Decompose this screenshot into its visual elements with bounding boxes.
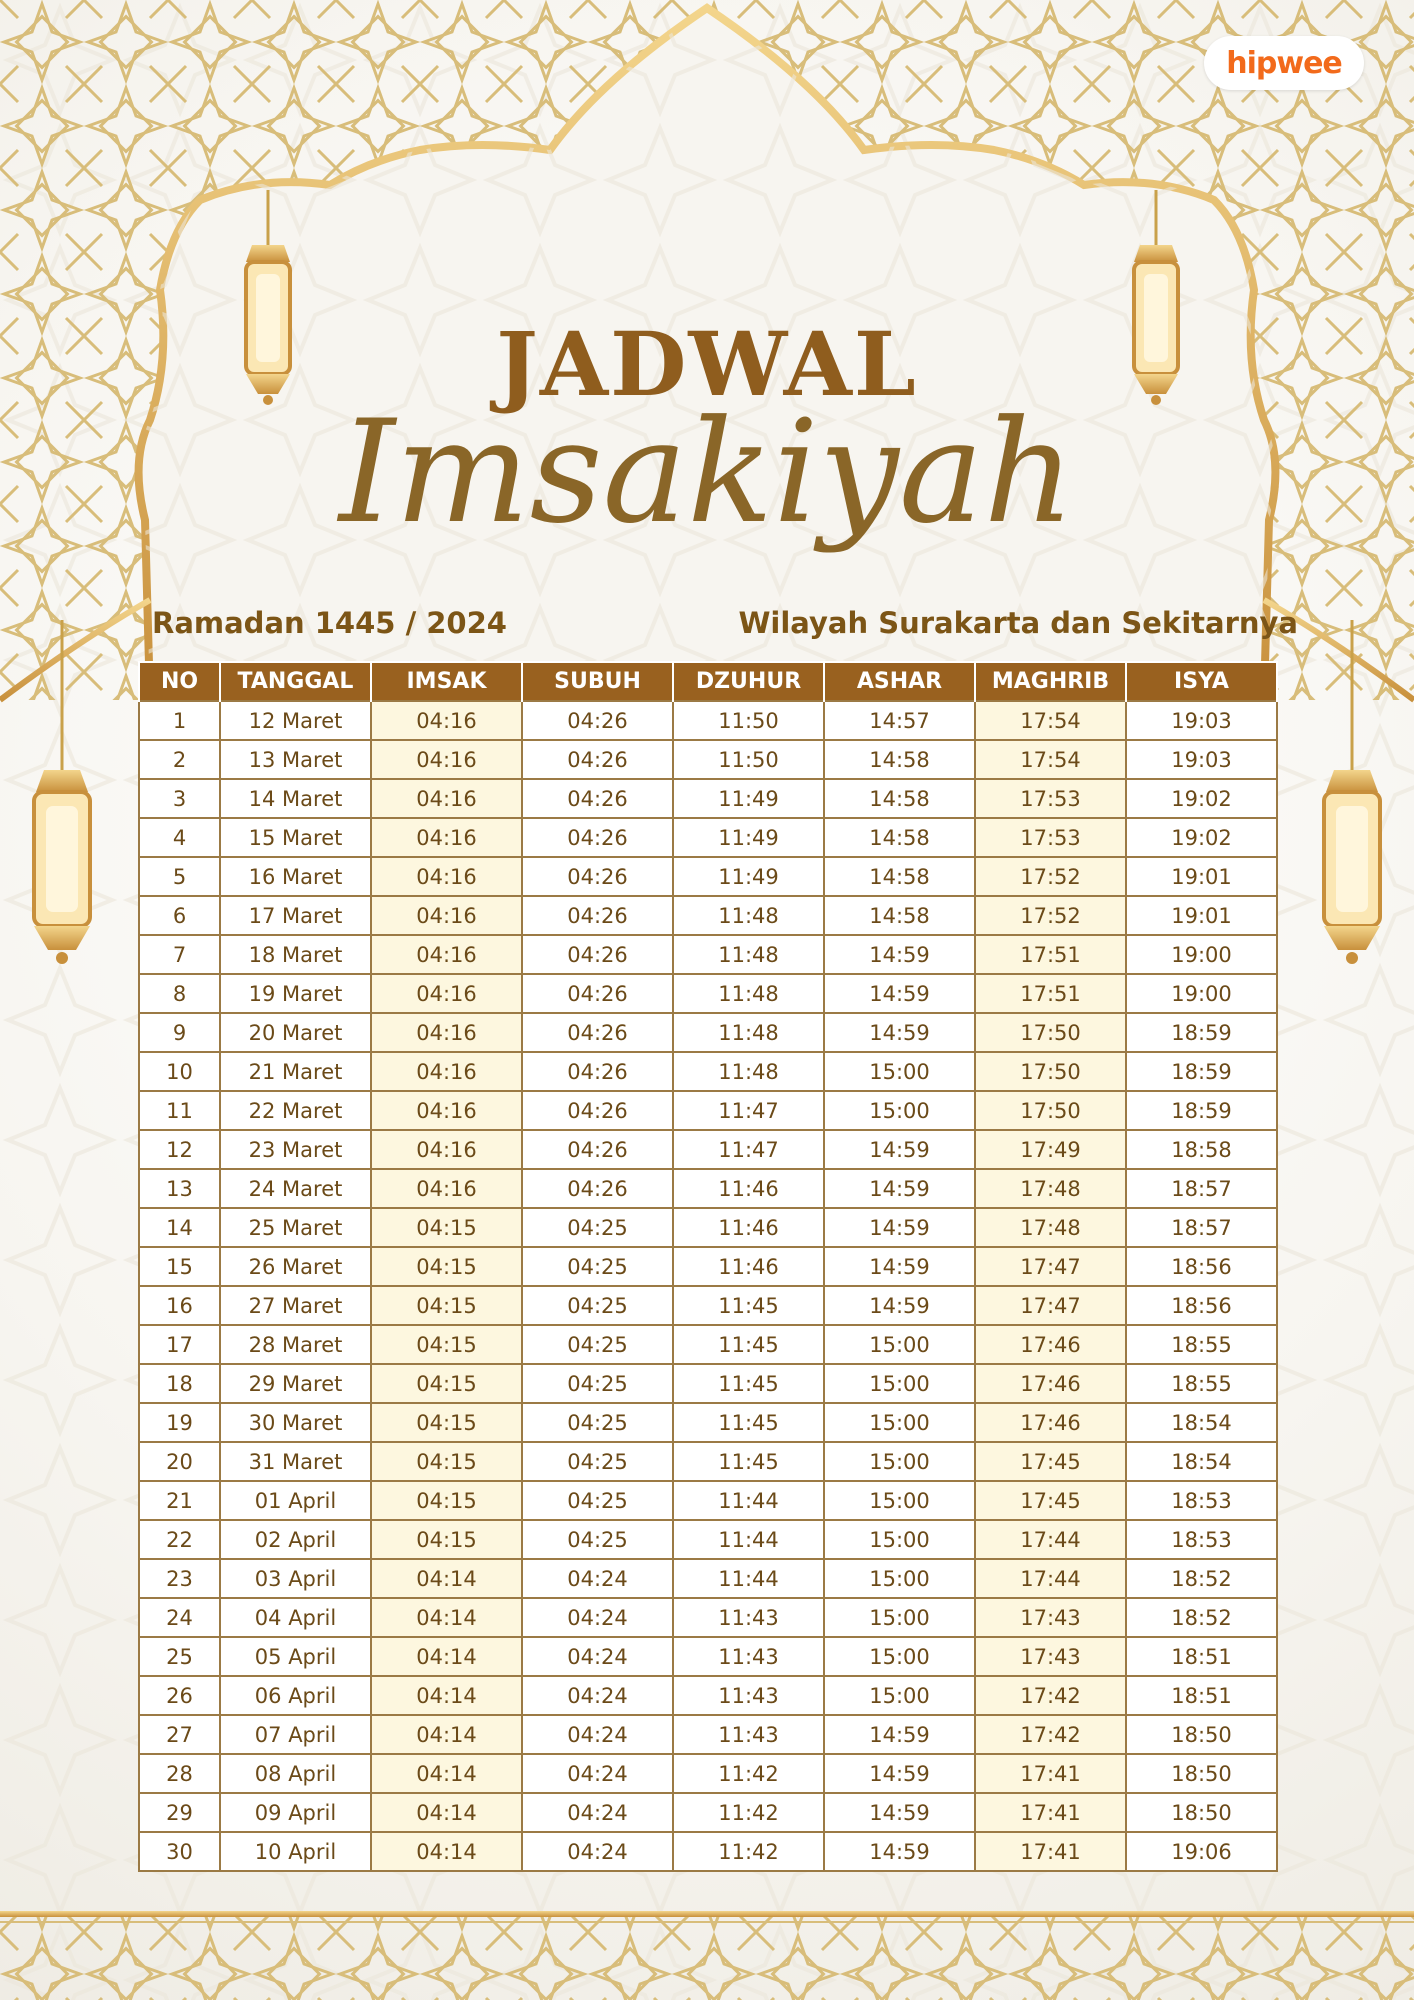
cell-no: 17 xyxy=(139,1325,220,1364)
cell-ashar: 14:57 xyxy=(824,701,975,740)
cell-imsak: 04:15 xyxy=(371,1208,522,1247)
cell-maghrib: 17:51 xyxy=(975,974,1126,1013)
cell-isya: 19:01 xyxy=(1126,896,1277,935)
cell-maghrib: 17:49 xyxy=(975,1130,1126,1169)
cell-ashar: 14:59 xyxy=(824,935,975,974)
cell-dzuhur: 11:46 xyxy=(673,1169,824,1208)
cell-imsak: 04:14 xyxy=(371,1793,522,1832)
cell-dzuhur: 11:43 xyxy=(673,1715,824,1754)
cell-maghrib: 17:42 xyxy=(975,1676,1126,1715)
cell-maghrib: 17:43 xyxy=(975,1598,1126,1637)
cell-no: 1 xyxy=(139,701,220,740)
table-row xyxy=(139,1442,1277,1481)
cell-tanggal: 15 Maret xyxy=(220,818,371,857)
cell-subuh: 04:26 xyxy=(522,896,673,935)
cell-imsak: 04:16 xyxy=(371,857,522,896)
cell-maghrib: 17:45 xyxy=(975,1481,1126,1520)
cell-ashar: 15:00 xyxy=(824,1520,975,1559)
cell-isya: 18:52 xyxy=(1126,1559,1277,1598)
cell-tanggal: 14 Maret xyxy=(220,779,371,818)
cell-subuh: 04:24 xyxy=(522,1637,673,1676)
title-jadwal: JADWAL xyxy=(496,312,918,416)
cell-ashar: 15:00 xyxy=(824,1676,975,1715)
cell-ashar: 14:59 xyxy=(824,1754,975,1793)
title-imsakiyah: Imsakiyah xyxy=(338,390,1076,555)
cell-imsak: 04:14 xyxy=(371,1637,522,1676)
cell-ashar: 15:00 xyxy=(824,1637,975,1676)
cell-dzuhur: 11:42 xyxy=(673,1793,824,1832)
cell-tanggal: 20 Maret xyxy=(220,1013,371,1052)
cell-isya: 18:51 xyxy=(1126,1676,1277,1715)
table-row xyxy=(139,1559,1277,1598)
cell-no: 29 xyxy=(139,1793,220,1832)
cell-subuh: 04:26 xyxy=(522,1013,673,1052)
table-body xyxy=(139,701,1277,1871)
cell-imsak: 04:16 xyxy=(371,818,522,857)
cell-subuh: 04:25 xyxy=(522,1286,673,1325)
cell-isya: 18:56 xyxy=(1126,1247,1277,1286)
cell-dzuhur: 11:46 xyxy=(673,1247,824,1286)
table-row xyxy=(139,1169,1277,1208)
cell-maghrib: 17:46 xyxy=(975,1364,1126,1403)
cell-no: 2 xyxy=(139,740,220,779)
cell-no: 13 xyxy=(139,1169,220,1208)
cell-subuh: 04:24 xyxy=(522,1676,673,1715)
cell-maghrib: 17:46 xyxy=(975,1403,1126,1442)
cell-ashar: 14:59 xyxy=(824,1169,975,1208)
cell-dzuhur: 11:44 xyxy=(673,1559,824,1598)
cell-imsak: 04:14 xyxy=(371,1598,522,1637)
cell-isya: 18:57 xyxy=(1126,1169,1277,1208)
cell-isya: 19:06 xyxy=(1126,1832,1277,1871)
cell-imsak: 04:14 xyxy=(371,1832,522,1871)
cell-dzuhur: 11:46 xyxy=(673,1208,824,1247)
cell-dzuhur: 11:48 xyxy=(673,1013,824,1052)
cell-dzuhur: 11:45 xyxy=(673,1442,824,1481)
table-row xyxy=(139,1130,1277,1169)
cell-maghrib: 17:43 xyxy=(975,1637,1126,1676)
table-row xyxy=(139,1286,1277,1325)
cell-maghrib: 17:50 xyxy=(975,1091,1126,1130)
cell-tanggal: 04 April xyxy=(220,1598,371,1637)
cell-maghrib: 17:48 xyxy=(975,1169,1126,1208)
cell-dzuhur: 11:47 xyxy=(673,1130,824,1169)
cell-dzuhur: 11:43 xyxy=(673,1676,824,1715)
cell-no: 12 xyxy=(139,1130,220,1169)
cell-subuh: 04:26 xyxy=(522,701,673,740)
cell-imsak: 04:16 xyxy=(371,740,522,779)
cell-tanggal: 02 April xyxy=(220,1520,371,1559)
cell-dzuhur: 11:48 xyxy=(673,935,824,974)
cell-dzuhur: 11:43 xyxy=(673,1598,824,1637)
table-row xyxy=(139,1325,1277,1364)
column-header-ashar: ASHAR xyxy=(824,662,975,701)
table-row xyxy=(139,1403,1277,1442)
cell-subuh: 04:25 xyxy=(522,1247,673,1286)
cell-no: 25 xyxy=(139,1637,220,1676)
cell-no: 19 xyxy=(139,1403,220,1442)
cell-imsak: 04:16 xyxy=(371,974,522,1013)
cell-isya: 18:54 xyxy=(1126,1442,1277,1481)
cell-no: 14 xyxy=(139,1208,220,1247)
cell-imsak: 04:16 xyxy=(371,1091,522,1130)
cell-isya: 18:54 xyxy=(1126,1403,1277,1442)
cell-imsak: 04:14 xyxy=(371,1754,522,1793)
cell-dzuhur: 11:45 xyxy=(673,1364,824,1403)
table-row xyxy=(139,1013,1277,1052)
cell-isya: 18:59 xyxy=(1126,1013,1277,1052)
column-header-no: NO xyxy=(139,662,220,701)
cell-maghrib: 17:50 xyxy=(975,1052,1126,1091)
cell-ashar: 14:58 xyxy=(824,857,975,896)
cell-imsak: 04:16 xyxy=(371,1169,522,1208)
column-header-maghrib: MAGHRIB xyxy=(975,662,1126,701)
cell-imsak: 04:16 xyxy=(371,779,522,818)
cell-tanggal: 07 April xyxy=(220,1715,371,1754)
cell-ashar: 14:59 xyxy=(824,1715,975,1754)
cell-no: 22 xyxy=(139,1520,220,1559)
cell-subuh: 04:25 xyxy=(522,1325,673,1364)
table-row xyxy=(139,701,1277,740)
cell-ashar: 14:58 xyxy=(824,779,975,818)
cell-isya: 18:53 xyxy=(1126,1520,1277,1559)
cell-subuh: 04:26 xyxy=(522,974,673,1013)
cell-imsak: 04:14 xyxy=(371,1559,522,1598)
cell-dzuhur: 11:45 xyxy=(673,1403,824,1442)
cell-tanggal: 25 Maret xyxy=(220,1208,371,1247)
cell-subuh: 04:24 xyxy=(522,1715,673,1754)
cell-imsak: 04:14 xyxy=(371,1715,522,1754)
cell-maghrib: 17:47 xyxy=(975,1286,1126,1325)
table-row xyxy=(139,740,1277,779)
cell-subuh: 04:26 xyxy=(522,818,673,857)
table-row xyxy=(139,1091,1277,1130)
cell-subuh: 04:25 xyxy=(522,1442,673,1481)
cell-tanggal: 29 Maret xyxy=(220,1364,371,1403)
table-row xyxy=(139,818,1277,857)
table-row xyxy=(139,857,1277,896)
cell-no: 8 xyxy=(139,974,220,1013)
table-row xyxy=(139,1754,1277,1793)
column-header-subuh: SUBUH xyxy=(522,662,673,701)
cell-isya: 18:51 xyxy=(1126,1637,1277,1676)
cell-ashar: 14:59 xyxy=(824,1832,975,1871)
cell-imsak: 04:16 xyxy=(371,1052,522,1091)
cell-subuh: 04:25 xyxy=(522,1364,673,1403)
cell-tanggal: 19 Maret xyxy=(220,974,371,1013)
table-row xyxy=(139,1793,1277,1832)
cell-maghrib: 17:42 xyxy=(975,1715,1126,1754)
cell-tanggal: 10 April xyxy=(220,1832,371,1871)
cell-no: 7 xyxy=(139,935,220,974)
cell-dzuhur: 11:45 xyxy=(673,1325,824,1364)
cell-imsak: 04:15 xyxy=(371,1520,522,1559)
table-row xyxy=(139,1364,1277,1403)
cell-dzuhur: 11:42 xyxy=(673,1754,824,1793)
cell-imsak: 04:16 xyxy=(371,1130,522,1169)
cell-ashar: 15:00 xyxy=(824,1091,975,1130)
table-row xyxy=(139,1715,1277,1754)
table-row xyxy=(139,1520,1277,1559)
cell-dzuhur: 11:45 xyxy=(673,1286,824,1325)
cell-isya: 19:02 xyxy=(1126,779,1277,818)
cell-maghrib: 17:51 xyxy=(975,935,1126,974)
cell-subuh: 04:26 xyxy=(522,1169,673,1208)
cell-subuh: 04:26 xyxy=(522,1052,673,1091)
region-label: Wilayah Surakarta dan Sekitarnya xyxy=(738,606,1298,640)
cell-no: 30 xyxy=(139,1832,220,1871)
brand-logo-text: hipwee xyxy=(1226,45,1342,81)
table-row xyxy=(139,1676,1277,1715)
cell-dzuhur: 11:47 xyxy=(673,1091,824,1130)
cell-maghrib: 17:41 xyxy=(975,1832,1126,1871)
cell-imsak: 04:15 xyxy=(371,1403,522,1442)
cell-maghrib: 17:52 xyxy=(975,896,1126,935)
cell-isya: 19:01 xyxy=(1126,857,1277,896)
cell-tanggal: 27 Maret xyxy=(220,1286,371,1325)
cell-dzuhur: 11:48 xyxy=(673,974,824,1013)
cell-ashar: 14:59 xyxy=(824,1208,975,1247)
cell-isya: 18:59 xyxy=(1126,1091,1277,1130)
column-header-tanggal: TANGGAL xyxy=(220,662,371,701)
table-row xyxy=(139,896,1277,935)
cell-subuh: 04:25 xyxy=(522,1403,673,1442)
cell-ashar: 14:59 xyxy=(824,1130,975,1169)
cell-maghrib: 17:45 xyxy=(975,1442,1126,1481)
cell-imsak: 04:16 xyxy=(371,935,522,974)
cell-ashar: 15:00 xyxy=(824,1598,975,1637)
cell-imsak: 04:15 xyxy=(371,1442,522,1481)
cell-subuh: 04:26 xyxy=(522,857,673,896)
cell-tanggal: 21 Maret xyxy=(220,1052,371,1091)
table-row xyxy=(139,1832,1277,1871)
cell-imsak: 04:16 xyxy=(371,701,522,740)
cell-dzuhur: 11:48 xyxy=(673,896,824,935)
table-row xyxy=(139,1637,1277,1676)
cell-no: 26 xyxy=(139,1676,220,1715)
cell-ashar: 14:58 xyxy=(824,896,975,935)
cell-subuh: 04:24 xyxy=(522,1559,673,1598)
cell-no: 3 xyxy=(139,779,220,818)
cell-isya: 18:58 xyxy=(1126,1130,1277,1169)
cell-tanggal: 06 April xyxy=(220,1676,371,1715)
table-row xyxy=(139,1052,1277,1091)
cell-tanggal: 26 Maret xyxy=(220,1247,371,1286)
cell-maghrib: 17:53 xyxy=(975,779,1126,818)
cell-isya: 18:50 xyxy=(1126,1715,1277,1754)
cell-isya: 19:03 xyxy=(1126,740,1277,779)
cell-subuh: 04:24 xyxy=(522,1832,673,1871)
table-row xyxy=(139,779,1277,818)
cell-tanggal: 13 Maret xyxy=(220,740,371,779)
cell-tanggal: 18 Maret xyxy=(220,935,371,974)
cell-ashar: 14:58 xyxy=(824,740,975,779)
table-row xyxy=(139,1208,1277,1247)
cell-maghrib: 17:52 xyxy=(975,857,1126,896)
cell-ashar: 14:59 xyxy=(824,1286,975,1325)
cell-no: 20 xyxy=(139,1442,220,1481)
cell-ashar: 15:00 xyxy=(824,1481,975,1520)
cell-maghrib: 17:47 xyxy=(975,1247,1126,1286)
cell-dzuhur: 11:49 xyxy=(673,857,824,896)
cell-tanggal: 09 April xyxy=(220,1793,371,1832)
cell-isya: 19:00 xyxy=(1126,974,1277,1013)
cell-no: 15 xyxy=(139,1247,220,1286)
cell-subuh: 04:26 xyxy=(522,1130,673,1169)
table-row xyxy=(139,935,1277,974)
cell-imsak: 04:15 xyxy=(371,1247,522,1286)
cell-subuh: 04:26 xyxy=(522,935,673,974)
cell-dzuhur: 11:44 xyxy=(673,1520,824,1559)
cell-subuh: 04:26 xyxy=(522,740,673,779)
cell-no: 27 xyxy=(139,1715,220,1754)
cell-dzuhur: 11:44 xyxy=(673,1481,824,1520)
cell-maghrib: 17:41 xyxy=(975,1793,1126,1832)
cell-dzuhur: 11:50 xyxy=(673,740,824,779)
cell-imsak: 04:16 xyxy=(371,1013,522,1052)
cell-isya: 18:56 xyxy=(1126,1286,1277,1325)
cell-no: 16 xyxy=(139,1286,220,1325)
cell-isya: 19:00 xyxy=(1126,935,1277,974)
cell-ashar: 15:00 xyxy=(824,1559,975,1598)
cell-subuh: 04:26 xyxy=(522,779,673,818)
cell-no: 23 xyxy=(139,1559,220,1598)
cell-tanggal: 30 Maret xyxy=(220,1403,371,1442)
table-row xyxy=(139,1247,1277,1286)
cell-no: 21 xyxy=(139,1481,220,1520)
cell-isya: 18:50 xyxy=(1126,1793,1277,1832)
cell-ashar: 14:58 xyxy=(824,818,975,857)
cell-maghrib: 17:41 xyxy=(975,1754,1126,1793)
cell-no: 5 xyxy=(139,857,220,896)
cell-isya: 18:53 xyxy=(1126,1481,1277,1520)
cell-ashar: 14:59 xyxy=(824,1793,975,1832)
cell-imsak: 04:15 xyxy=(371,1286,522,1325)
cell-imsak: 04:15 xyxy=(371,1325,522,1364)
cell-ashar: 14:59 xyxy=(824,1247,975,1286)
cell-ashar: 15:00 xyxy=(824,1052,975,1091)
cell-subuh: 04:24 xyxy=(522,1793,673,1832)
cell-ashar: 15:00 xyxy=(824,1442,975,1481)
cell-imsak: 04:15 xyxy=(371,1481,522,1520)
cell-isya: 18:57 xyxy=(1126,1208,1277,1247)
cell-dzuhur: 11:48 xyxy=(673,1052,824,1091)
cell-no: 6 xyxy=(139,896,220,935)
cell-tanggal: 24 Maret xyxy=(220,1169,371,1208)
cell-tanggal: 12 Maret xyxy=(220,701,371,740)
schedule-table xyxy=(138,661,1278,1872)
cell-maghrib: 17:54 xyxy=(975,740,1126,779)
brand-logo[interactable] xyxy=(1204,36,1364,90)
cell-ashar: 15:00 xyxy=(824,1364,975,1403)
cell-isya: 18:52 xyxy=(1126,1598,1277,1637)
cell-isya: 18:59 xyxy=(1126,1052,1277,1091)
cell-dzuhur: 11:49 xyxy=(673,818,824,857)
cell-dzuhur: 11:42 xyxy=(673,1832,824,1871)
cell-no: 11 xyxy=(139,1091,220,1130)
cell-maghrib: 17:48 xyxy=(975,1208,1126,1247)
cell-maghrib: 17:44 xyxy=(975,1520,1126,1559)
table-row xyxy=(139,1598,1277,1637)
cell-tanggal: 28 Maret xyxy=(220,1325,371,1364)
cell-subuh: 04:25 xyxy=(522,1481,673,1520)
cell-maghrib: 17:46 xyxy=(975,1325,1126,1364)
cell-isya: 18:50 xyxy=(1126,1754,1277,1793)
cell-maghrib: 17:44 xyxy=(975,1559,1126,1598)
cell-tanggal: 08 April xyxy=(220,1754,371,1793)
cell-ashar: 14:59 xyxy=(824,974,975,1013)
cell-no: 18 xyxy=(139,1364,220,1403)
table-header-row xyxy=(139,662,1277,701)
cell-tanggal: 17 Maret xyxy=(220,896,371,935)
cell-isya: 18:55 xyxy=(1126,1364,1277,1403)
cell-isya: 19:03 xyxy=(1126,701,1277,740)
cell-subuh: 04:26 xyxy=(522,1091,673,1130)
cell-tanggal: 03 April xyxy=(220,1559,371,1598)
cell-tanggal: 01 April xyxy=(220,1481,371,1520)
cell-dzuhur: 11:43 xyxy=(673,1637,824,1676)
column-header-isya: ISYA xyxy=(1126,662,1277,701)
cell-subuh: 04:25 xyxy=(522,1520,673,1559)
table-row xyxy=(139,1481,1277,1520)
cell-imsak: 04:16 xyxy=(371,896,522,935)
cell-imsak: 04:15 xyxy=(371,1364,522,1403)
cell-dzuhur: 11:49 xyxy=(673,779,824,818)
cell-no: 28 xyxy=(139,1754,220,1793)
cell-ashar: 14:59 xyxy=(824,1013,975,1052)
cell-no: 24 xyxy=(139,1598,220,1637)
cell-no: 10 xyxy=(139,1052,220,1091)
cell-maghrib: 17:50 xyxy=(975,1013,1126,1052)
cell-no: 4 xyxy=(139,818,220,857)
cell-no: 9 xyxy=(139,1013,220,1052)
table-row xyxy=(139,974,1277,1013)
cell-tanggal: 16 Maret xyxy=(220,857,371,896)
column-header-imsak: IMSAK xyxy=(371,662,522,701)
cell-ashar: 15:00 xyxy=(824,1403,975,1442)
cell-maghrib: 17:54 xyxy=(975,701,1126,740)
cell-subuh: 04:24 xyxy=(522,1598,673,1637)
cell-isya: 18:55 xyxy=(1126,1325,1277,1364)
cell-dzuhur: 11:50 xyxy=(673,701,824,740)
cell-tanggal: 31 Maret xyxy=(220,1442,371,1481)
cell-maghrib: 17:53 xyxy=(975,818,1126,857)
cell-isya: 19:02 xyxy=(1126,818,1277,857)
cell-tanggal: 22 Maret xyxy=(220,1091,371,1130)
cell-imsak: 04:14 xyxy=(371,1676,522,1715)
cell-subuh: 04:24 xyxy=(522,1754,673,1793)
ramadan-year: Ramadan 1445 / 2024 xyxy=(152,606,507,640)
cell-ashar: 15:00 xyxy=(824,1325,975,1364)
cell-tanggal: 05 April xyxy=(220,1637,371,1676)
column-header-dzuhur: DZUHUR xyxy=(673,662,824,701)
cell-subuh: 04:25 xyxy=(522,1208,673,1247)
cell-tanggal: 23 Maret xyxy=(220,1130,371,1169)
